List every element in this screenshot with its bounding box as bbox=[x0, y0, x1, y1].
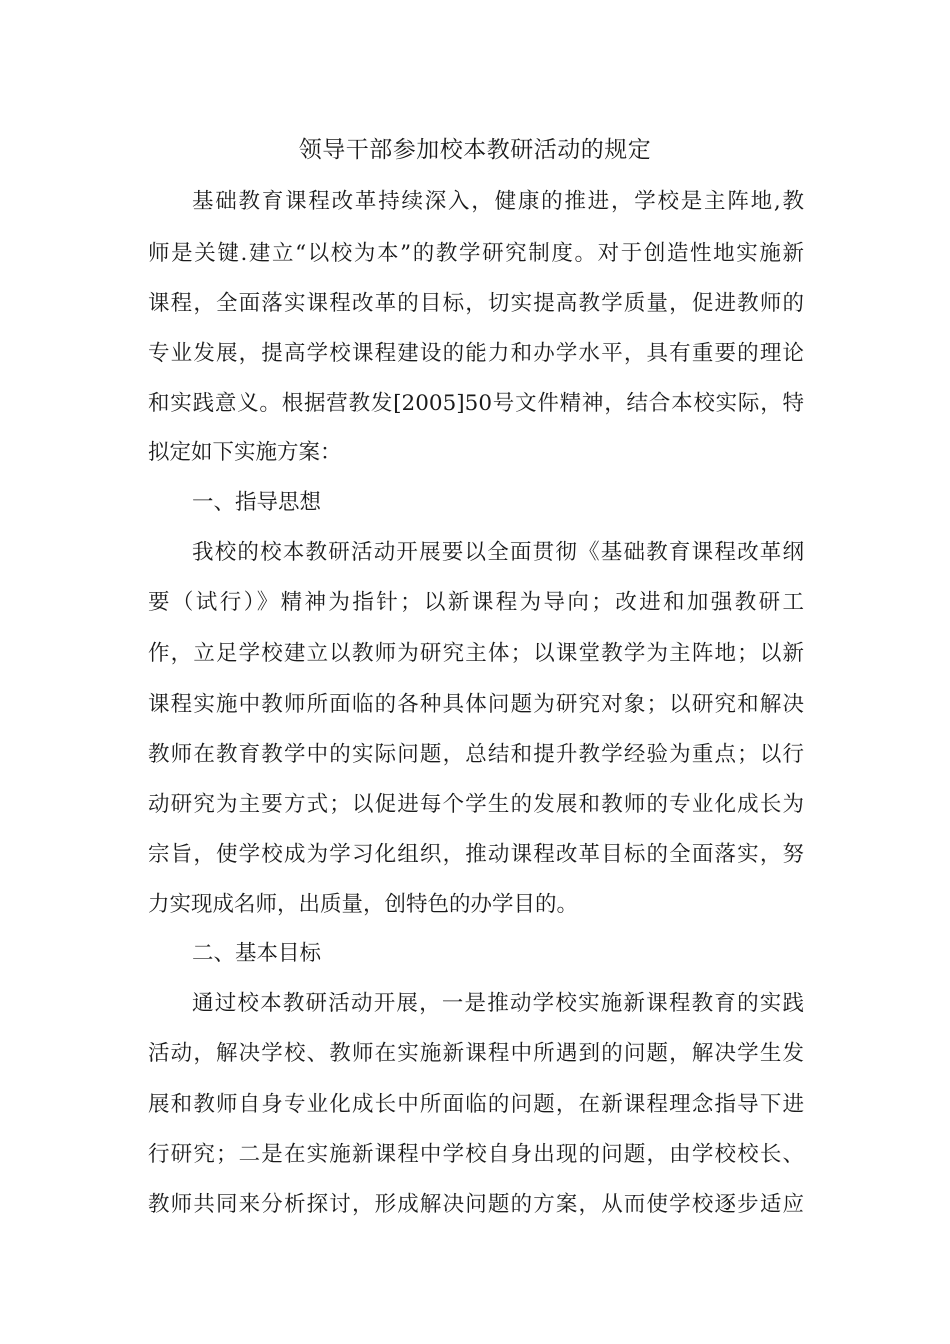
text-line: 要（试行）》精神为指针；以新课程为导向；改进和加强教研工 bbox=[148, 590, 804, 615]
text-line: 作，立足学校建立以教师为研究主体；以课堂教学为主阵地；以新 bbox=[148, 641, 804, 666]
text-line: 拟定如下实施方案： bbox=[148, 440, 342, 465]
text-line: 行研究；二是在实施新课程中学校自身出现的问题，由学校校长、 bbox=[148, 1142, 804, 1167]
text-line: 专业发展，提高学校课程建设的能力和办学水平，具有重要的理论 bbox=[148, 341, 804, 366]
text-line: 活动，解决学校、教师在实施新课程中所遇到的问题，解决学生发 bbox=[148, 1041, 804, 1066]
text-line: 力实现成名师，出质量，创特色的办学目的。 bbox=[148, 892, 579, 917]
section-heading-1: 一、指导思想 bbox=[192, 490, 322, 515]
text-line: 课程，全面落实课程改革的目标，切实提高教学质量，促进教师的 bbox=[148, 291, 804, 316]
text-line: 基础教育课程改革持续深入，健康的推进，学校是主阵地,教 bbox=[192, 189, 804, 214]
document-title: 领导干部参加校本教研活动的规定 bbox=[298, 137, 652, 163]
text-line: 动研究为主要方式；以促进每个学生的发展和教师的专业化成长为 bbox=[148, 792, 804, 817]
text-line: 展和教师自身专业化成长中所面临的问题，在新课程理念指导下进 bbox=[148, 1092, 804, 1117]
text-line: 宗旨，使学校成为学习化组织，推动课程改革目标的全面落实，努 bbox=[148, 842, 804, 867]
text-line: 师是关键.建立“以校为本”的教学研究制度。对于创造性地实施新 bbox=[148, 241, 804, 266]
text-line: 教师共同来分析探讨，形成解决问题的方案，从而使学校逐步适应 bbox=[148, 1192, 804, 1217]
text-line: 通过校本教研活动开展，一是推动学校实施新课程教育的实践 bbox=[192, 991, 804, 1016]
text-line: 课程实施中教师所面临的各种具体问题为研究对象；以研究和解决 bbox=[148, 692, 804, 717]
text-line: 和实践意义。根据营教发[2005]50号文件精神，结合本校实际，特 bbox=[148, 391, 804, 416]
text-line: 我校的校本教研活动开展要以全面贯彻《基础教育课程改革纲 bbox=[192, 540, 804, 565]
text-line: 教师在教育教学中的实际问题，总结和提升教学经验为重点；以行 bbox=[148, 742, 804, 767]
section-heading-2: 二、基本目标 bbox=[192, 941, 322, 966]
